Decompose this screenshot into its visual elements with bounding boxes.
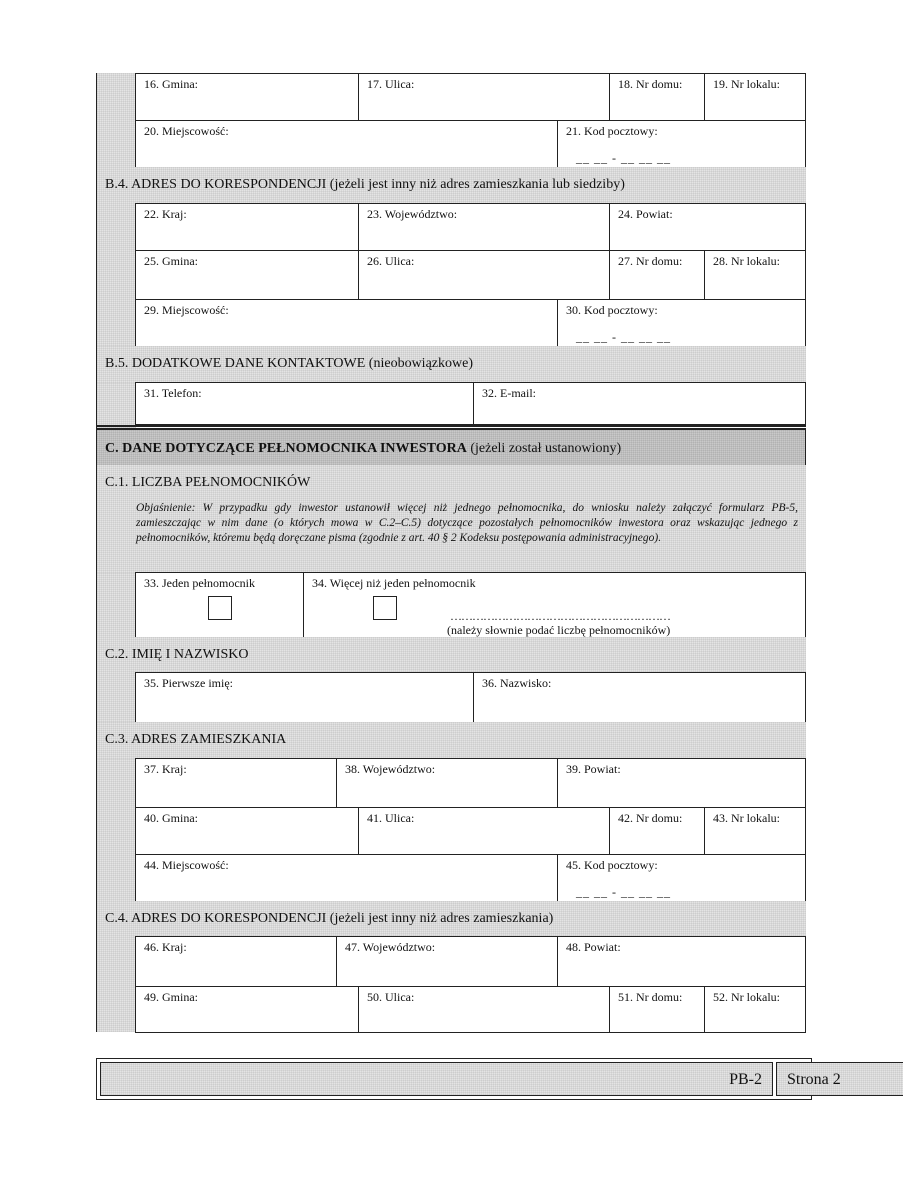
field-label: 19. Nr lokalu: bbox=[713, 77, 780, 91]
section-title-note: (jeżeli został ustanowiony) bbox=[466, 441, 622, 456]
field-label: 39. Powiat: bbox=[566, 762, 621, 776]
field-label: 44. Miejscowość: bbox=[144, 858, 229, 872]
field-23-wojewodztwo[interactable] bbox=[358, 203, 610, 251]
field-42-nr-domu[interactable] bbox=[609, 807, 705, 855]
field-label: 41. Ulica: bbox=[367, 811, 415, 825]
postal-code-blank: __ __ - __ __ __ bbox=[576, 885, 671, 899]
field-16-gmina[interactable] bbox=[135, 73, 359, 121]
field-label: 38. Województwo: bbox=[345, 762, 436, 776]
field-21-kod-pocztowy[interactable] bbox=[557, 120, 806, 168]
field-36-surname[interactable] bbox=[473, 672, 806, 723]
field-27-nr-domu[interactable] bbox=[609, 250, 705, 300]
section-title: C.3. ADRES ZAMIESZKANIA bbox=[105, 732, 287, 747]
footer-form-code: PB-2 bbox=[729, 1071, 762, 1088]
field-label: 49. Gmina: bbox=[144, 990, 198, 1004]
field-label: 40. Gmina: bbox=[144, 811, 198, 825]
section-title: C.2. IMIĘ I NAZWISKO bbox=[105, 647, 249, 662]
field-44-miejscowosc[interactable] bbox=[135, 854, 558, 902]
field-label: 36. Nazwisko: bbox=[482, 676, 552, 690]
field-label: 23. Województwo: bbox=[367, 207, 458, 221]
section-c-header bbox=[96, 429, 806, 466]
field-label: 43. Nr lokalu: bbox=[713, 811, 780, 825]
field-label: 37. Kraj: bbox=[144, 762, 187, 776]
field-label: 26. Ulica: bbox=[367, 254, 415, 268]
field-label: 52. Nr lokalu: bbox=[713, 990, 780, 1004]
field-30-kod-pocztowy[interactable] bbox=[557, 299, 806, 347]
field-label: 28. Nr lokalu: bbox=[713, 254, 780, 268]
field-24-powiat[interactable] bbox=[609, 203, 806, 251]
section-title: C.1. LICZBA PEŁNOMOCNIKÓW bbox=[105, 475, 311, 490]
field-label: 46. Kraj: bbox=[144, 940, 187, 954]
field-34-multiple-attorneys[interactable] bbox=[303, 572, 806, 638]
checkbox-one-attorney[interactable] bbox=[208, 596, 232, 620]
field-label: 34. Więcej niż jeden pełnomocnik bbox=[312, 576, 476, 590]
field-41-ulica[interactable] bbox=[358, 807, 610, 855]
field-50-ulica[interactable] bbox=[358, 986, 610, 1033]
field-29-miejscowosc[interactable] bbox=[135, 299, 558, 347]
field-37-kraj[interactable] bbox=[135, 758, 337, 808]
field-label: 18. Nr domu: bbox=[618, 77, 683, 91]
c1-explanation: Objaśnienie: W przypadku gdy inwestor ustanowił więcej niż jednego pełnomocnika, do wniosku należy załączyć formularz PB-5, zamieszczając w nim dane (o których mowa w C.2–C.5) dotyczące pozostałych pełnomocników inwestora oraz wskazując jednego z pełnomocników, któremu będą doręczane pisma (zgodnie z art. 40 § 2 Kodeksu postępowania administracyjnego). bbox=[136, 502, 798, 544]
field-20-miejscowosc[interactable] bbox=[135, 120, 558, 168]
footer-page-number: Strona 2 bbox=[787, 1071, 841, 1088]
attorney-count-dotted-line[interactable]: …………………………………………………… bbox=[450, 609, 670, 623]
field-43-nr-lokalu[interactable] bbox=[704, 807, 806, 855]
field-label: 20. Miejscowość: bbox=[144, 124, 229, 138]
field-label: 29. Miejscowość: bbox=[144, 303, 229, 317]
field-45-kod-pocztowy[interactable] bbox=[557, 854, 806, 902]
field-label: 27. Nr domu: bbox=[618, 254, 683, 268]
field-33-one-attorney[interactable] bbox=[135, 572, 304, 638]
field-19-nr-lokalu[interactable] bbox=[704, 73, 806, 121]
field-22-kraj[interactable] bbox=[135, 203, 359, 251]
section-c3-header bbox=[96, 722, 806, 759]
field-label: 32. E-mail: bbox=[482, 386, 536, 400]
field-35-first-name[interactable] bbox=[135, 672, 474, 723]
postal-code-blank: __ __ - __ __ __ bbox=[576, 151, 671, 165]
section-title: B.4. ADRES DO KORESPONDENCJI (jeżeli jest inny niż adres zamieszkania lub siedziby) bbox=[105, 177, 625, 192]
field-label: 47. Województwo: bbox=[345, 940, 436, 954]
field-label: 25. Gmina: bbox=[144, 254, 198, 268]
field-47-wojewodztwo[interactable] bbox=[336, 936, 558, 987]
field-label: 17. Ulica: bbox=[367, 77, 415, 91]
field-label: 31. Telefon: bbox=[144, 386, 202, 400]
section-title-bold: C. DANE DOTYCZĄCE PEŁNOMOCNIKA INWESTORA bbox=[105, 441, 467, 456]
field-32-email[interactable] bbox=[473, 382, 806, 425]
field-40-gmina[interactable] bbox=[135, 807, 359, 855]
field-26-ulica[interactable] bbox=[358, 250, 610, 300]
field-label: 48. Powiat: bbox=[566, 940, 621, 954]
attorney-count-hint: (należy słownie podać liczbę pełnomocników) bbox=[447, 623, 671, 637]
field-49-gmina[interactable] bbox=[135, 986, 359, 1033]
field-38-wojewodztwo[interactable] bbox=[336, 758, 558, 808]
field-28-nr-lokalu[interactable] bbox=[704, 250, 806, 300]
field-39-powiat[interactable] bbox=[557, 758, 806, 808]
field-label: 21. Kod pocztowy: bbox=[566, 124, 658, 138]
field-52-nr-lokalu[interactable] bbox=[704, 986, 806, 1033]
field-51-nr-domu[interactable] bbox=[609, 986, 705, 1033]
field-label: 16. Gmina: bbox=[144, 77, 198, 91]
checkbox-multiple-attorneys[interactable] bbox=[373, 596, 397, 620]
field-label: 50. Ulica: bbox=[367, 990, 415, 1004]
field-31-telefon[interactable] bbox=[135, 382, 474, 425]
page-footer bbox=[96, 1058, 841, 1100]
section-c4-header bbox=[96, 901, 806, 938]
field-18-nr-domu[interactable] bbox=[609, 73, 705, 121]
field-label: 42. Nr domu: bbox=[618, 811, 683, 825]
section-c2-header bbox=[96, 637, 806, 674]
section-title: B.5. DODATKOWE DANE KONTAKTOWE (nieobowiązkowe) bbox=[105, 356, 473, 371]
section-title: C.4. ADRES DO KORESPONDENCJI (jeżeli jest inny niż adres zamieszkania) bbox=[105, 911, 554, 926]
field-label: 22. Kraj: bbox=[144, 207, 187, 221]
footer-page-box bbox=[776, 1062, 903, 1096]
footer-form-code-box bbox=[100, 1062, 773, 1096]
field-label: 24. Powiat: bbox=[618, 207, 673, 221]
field-25-gmina[interactable] bbox=[135, 250, 359, 300]
field-46-kraj[interactable] bbox=[135, 936, 337, 987]
section-b5-header bbox=[96, 346, 806, 383]
field-48-powiat[interactable] bbox=[557, 936, 806, 987]
field-label: 35. Pierwsze imię: bbox=[144, 676, 233, 690]
field-label: 30. Kod pocztowy: bbox=[566, 303, 658, 317]
field-label: 45. Kod pocztowy: bbox=[566, 858, 658, 872]
field-17-ulica[interactable] bbox=[358, 73, 610, 121]
postal-code-blank: __ __ - __ __ __ bbox=[576, 330, 671, 344]
field-label: 33. Jeden pełnomocnik bbox=[144, 576, 255, 590]
section-b4-header bbox=[96, 167, 806, 204]
field-label: 51. Nr domu: bbox=[618, 990, 683, 1004]
